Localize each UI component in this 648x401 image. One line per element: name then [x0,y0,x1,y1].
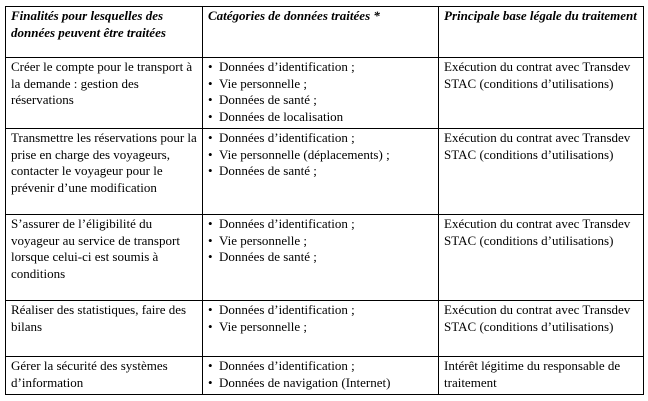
category-item: • Données de localisation [208,109,433,126]
header-legal-basis: Principale base légale du traitement [439,7,644,58]
purpose-cell: Transmettre les réservations pour la prise en charge des voyageurs, contacter le voyageur pour le prévenir d’une modification [6,129,203,215]
category-item: • Vie personnelle ; [208,76,433,93]
purpose-cell: S’assurer de l’éligibilité du voyageur au service de transport lorsque celui-ci est soumis à conditions [6,215,203,301]
header-purposes: Finalités pour lesquelles des données peuvent être traitées [6,7,203,58]
data-processing-table [5,6,644,395]
table-row [6,58,644,129]
category-list [208,216,433,266]
table-row [6,215,644,301]
category-item: • Données d’identification ; [208,216,433,233]
purpose-cell: Créer le compte pour le transport à la demande : gestion des réservations [6,58,203,129]
table-row [6,301,644,357]
category-item: • Vie personnelle ; [208,319,433,336]
purpose-cell: Gérer la sécurité des systèmes d’information [6,357,203,395]
legal-basis-cell: Exécution du contrat avec Transdev STAC (conditions d’utilisations) [439,58,644,129]
category-item: • Données de santé ; [208,92,433,109]
category-item: • Données de santé ; [208,163,433,180]
category-item: • Vie personnelle (déplacements) ; [208,147,433,164]
legal-basis-cell: Intérêt légitime du responsable de traitement [439,357,644,395]
header-categories: Catégories de données traitées * [203,7,439,58]
purpose-cell: Réaliser des statistiques, faire des bilans [6,301,203,357]
category-item: • Données d’identification ; [208,59,433,76]
category-item: • Données de santé ; [208,249,433,266]
category-list [208,302,433,335]
category-list [208,130,433,180]
table-row [6,129,644,215]
categories-cell [203,58,439,129]
category-list [208,358,433,391]
legal-basis-cell: Exécution du contrat avec Transdev STAC (conditions d’utilisations) [439,129,644,215]
table-row [6,357,644,395]
categories-cell [203,215,439,301]
categories-cell [203,357,439,395]
category-item: • Données d’identification ; [208,302,433,319]
legal-basis-cell: Exécution du contrat avec Transdev STAC (conditions d’utilisations) [439,215,644,301]
header-row [6,7,644,58]
category-item: • Vie personnelle ; [208,233,433,250]
categories-cell [203,301,439,357]
category-list [208,59,433,125]
legal-basis-cell: Exécution du contrat avec Transdev STAC (conditions d’utilisations) [439,301,644,357]
category-item: • Données de navigation (Internet) [208,375,433,392]
categories-cell [203,129,439,215]
category-item: • Données d’identification ; [208,358,433,375]
category-item: • Données d’identification ; [208,130,433,147]
